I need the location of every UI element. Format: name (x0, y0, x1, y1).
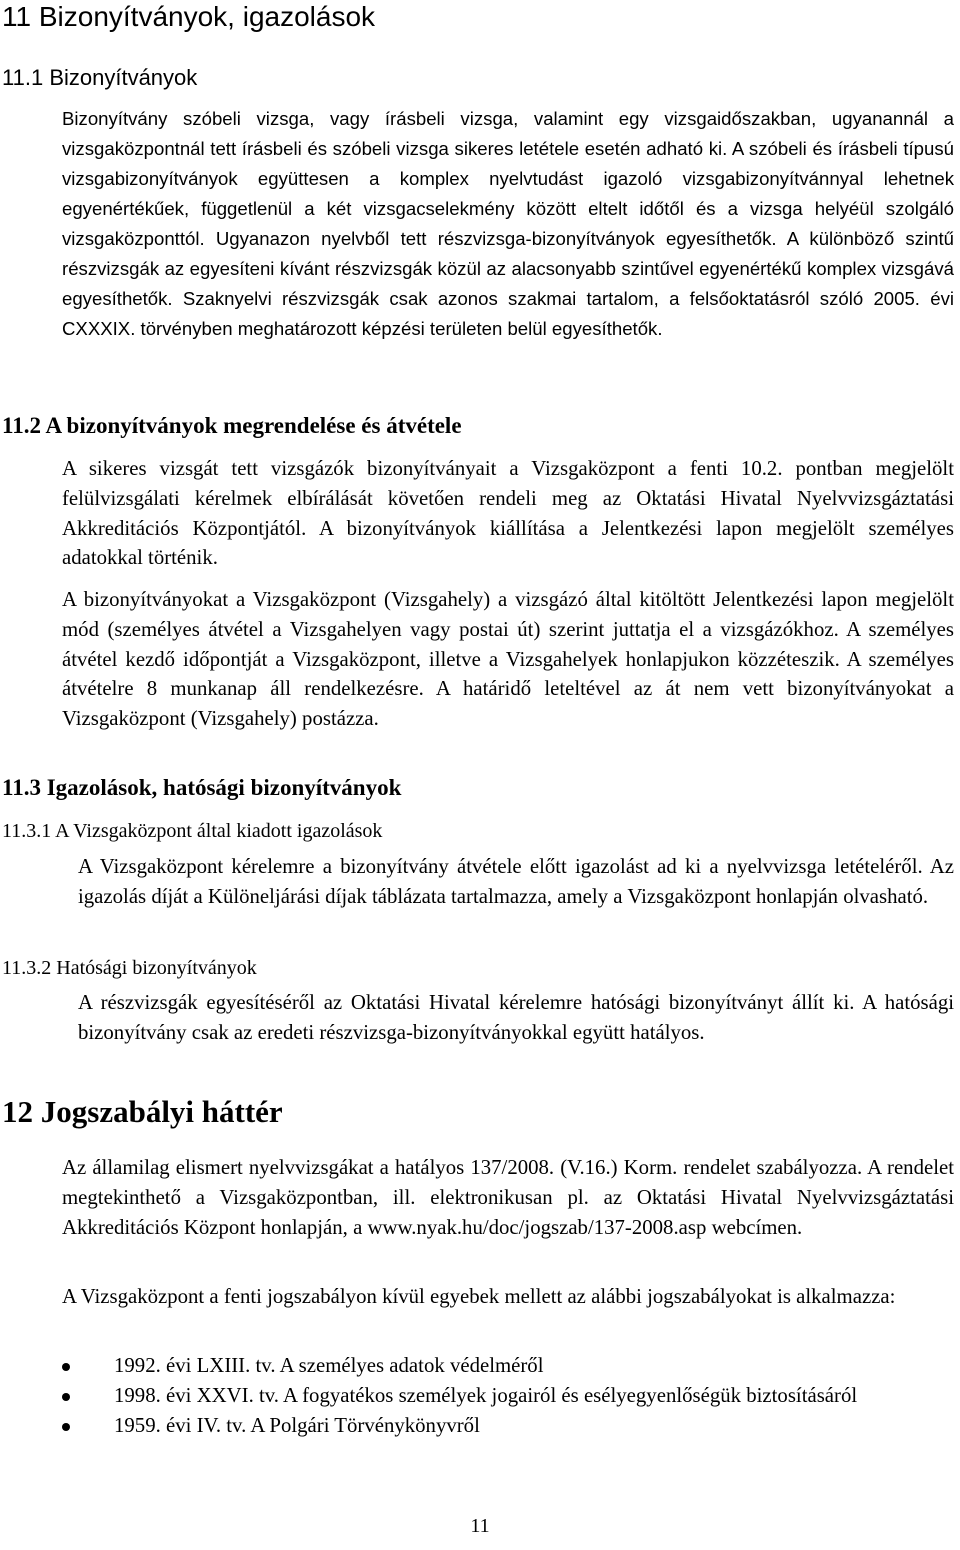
heading-text: Jogszabályi háttér (40, 1094, 283, 1129)
bullet-icon (62, 1363, 70, 1371)
heading-11-2 (2, 412, 952, 440)
paragraph-12-a: Az államilag elismert nyelvvizsgákat a hatályos 137/2008. (V.16.) Korm. rendelet szabályozza. A rendelet megtekinthető a Vizsgaközpontban, ill. elektronikusan pl. az Oktatási Hivatal Nyelvvizsgáztatási Akkreditációs Központ honlapján, a www.nyak.hu/doc/jogszab/137-2008.asp webcímen. (62, 1156, 954, 1239)
list-item: 1998. évi XXVI. tv. A fogyatékos személyek jogairól és esélyegyenlőségük biztosításáról (62, 1381, 954, 1411)
heading-text: Igazolások, hatósági bizonyítványok (46, 775, 402, 800)
heading-number: 11.2 (2, 413, 41, 438)
heading-number: 11.3.2 (2, 957, 52, 979)
paragraph-11-3-1: A Vizsgaközpont kérelemre a bizonyítvány átvétele előtt igazolást ad ki a nyelvvizsga letételéről. Az igazolás díját a Különeljárási díjak táblázata tartalmazza, amely a Vizsgaközpont honlapján olvasható. (78, 855, 954, 908)
heading-number: 11 (2, 1, 32, 32)
heading-section-12 (2, 1093, 952, 1131)
heading-11-3-2 (2, 955, 952, 981)
paragraph-11-2-b: A bizonyítványokat a Vizsgaközpont (Vizsgahely) a vizsgázó által kitöltött Jelentkezési lapon megjelölt mód (személyes átvétel a Vizsgahelyen vagy postai út) szerint juttatja el a vizsgázókhoz. A személyes átvétel kezdő időpontját a Vizsgaközpont, illetve a Vizsgahelyek honlapjukon közzéteszik. A személyes átvételre 8 munkanap áll rendelkezésre. A határidő leteltével az át nem vett bizonyítványokat a Vizsgaközpont (Vizsgahely) postázza. (62, 588, 954, 731)
heading-number: 11.1 (2, 65, 44, 90)
paragraph-12-b: A Vizsgaközpont a fenti jogszabályon kívül egyebek mellett az alábbi jogszabályokat is alkalmazza: (62, 1285, 896, 1308)
law-list (62, 1351, 954, 1440)
heading-section-11 (2, 0, 952, 34)
paragraph-11-2-a: A sikeres vizsgát tett vizsgázók bizonyítványait a Vizsgaközpont a fenti 10.2. pontban megjelölt felülvizsgálati kérelmek elbírálását követően rendeli meg az Oktatási Hivatal Nyelvvizsgáztatási Akkreditációs Központjától. A bizonyítványok kiállítása a Jelentkezési lapon megjelölt személyes adatokkal történik. (62, 457, 954, 570)
heading-11-3-1 (2, 818, 952, 844)
heading-text: A bizonyítványok megrendelése és átvétele (45, 413, 462, 438)
list-item: 1992. évi LXIII. tv. A személyes adatok védelméről (62, 1351, 954, 1381)
heading-text: Bizonyítványok (49, 65, 198, 90)
paragraph-11-3-2: A részvizsgák egyesítéséről az Oktatási Hivatal kérelemre hatósági bizonyítványt állít ki. A hatósági bizonyítvány csak az eredeti részvizsga-bizonyítványokkal együtt hatályos. (78, 991, 954, 1044)
heading-number: 11.3 (2, 775, 41, 800)
heading-text: Bizonyítványok, igazolások (38, 1, 376, 32)
paragraph-11-1: Bizonyítvány szóbeli vizsga, vagy írásbeli vizsga, valamint egy vizsgaidőszakban, ugyanannál a vizsgaközpontnál tett írásbeli és szóbeli vizsga sikeres letétele esetén adható ki. A szóbeli és írásbeli típusú vizsgabizonyítványok együttesen a komplex nyelvtudást igazoló vizsgabizonyítvánnyal lehetnek egyenértékűek, függetlenül a két vizsgacselekmény között eltelt időtől és a vizsga helyéül szolgáló vizsgaközponttól. Ugyanazon nyelvből tett részvizsga-bizonyítványok egyesíthetők. A különböző szintű részvizsgák az egyesíteni kívánt részvizsgák közül az alacsonyabb szintűvel egyenértékű komplex vizsgává egyesíthetők. Szaknyelvi részvizsgák csak azonos szakmai tartalom, a felsőoktatásról szóló 2005. évi CXXXIX. törvényben meghatározott képzési területen belül egyesíthetők. (62, 108, 954, 339)
heading-text: A Vizsgaközpont által kiadott igazolások (55, 820, 383, 842)
heading-number: 11.3.1 (2, 820, 52, 842)
heading-text: Hatósági bizonyítványok (56, 957, 257, 979)
heading-11-1 (2, 64, 952, 92)
heading-11-3 (2, 774, 952, 802)
bullet-icon (62, 1423, 70, 1431)
list-item: 1959. évi IV. tv. A Polgári Törvénykönyvről (62, 1411, 954, 1441)
page-number: 11 (470, 1515, 490, 1537)
heading-number: 12 (2, 1094, 33, 1129)
bullet-icon (62, 1393, 70, 1401)
